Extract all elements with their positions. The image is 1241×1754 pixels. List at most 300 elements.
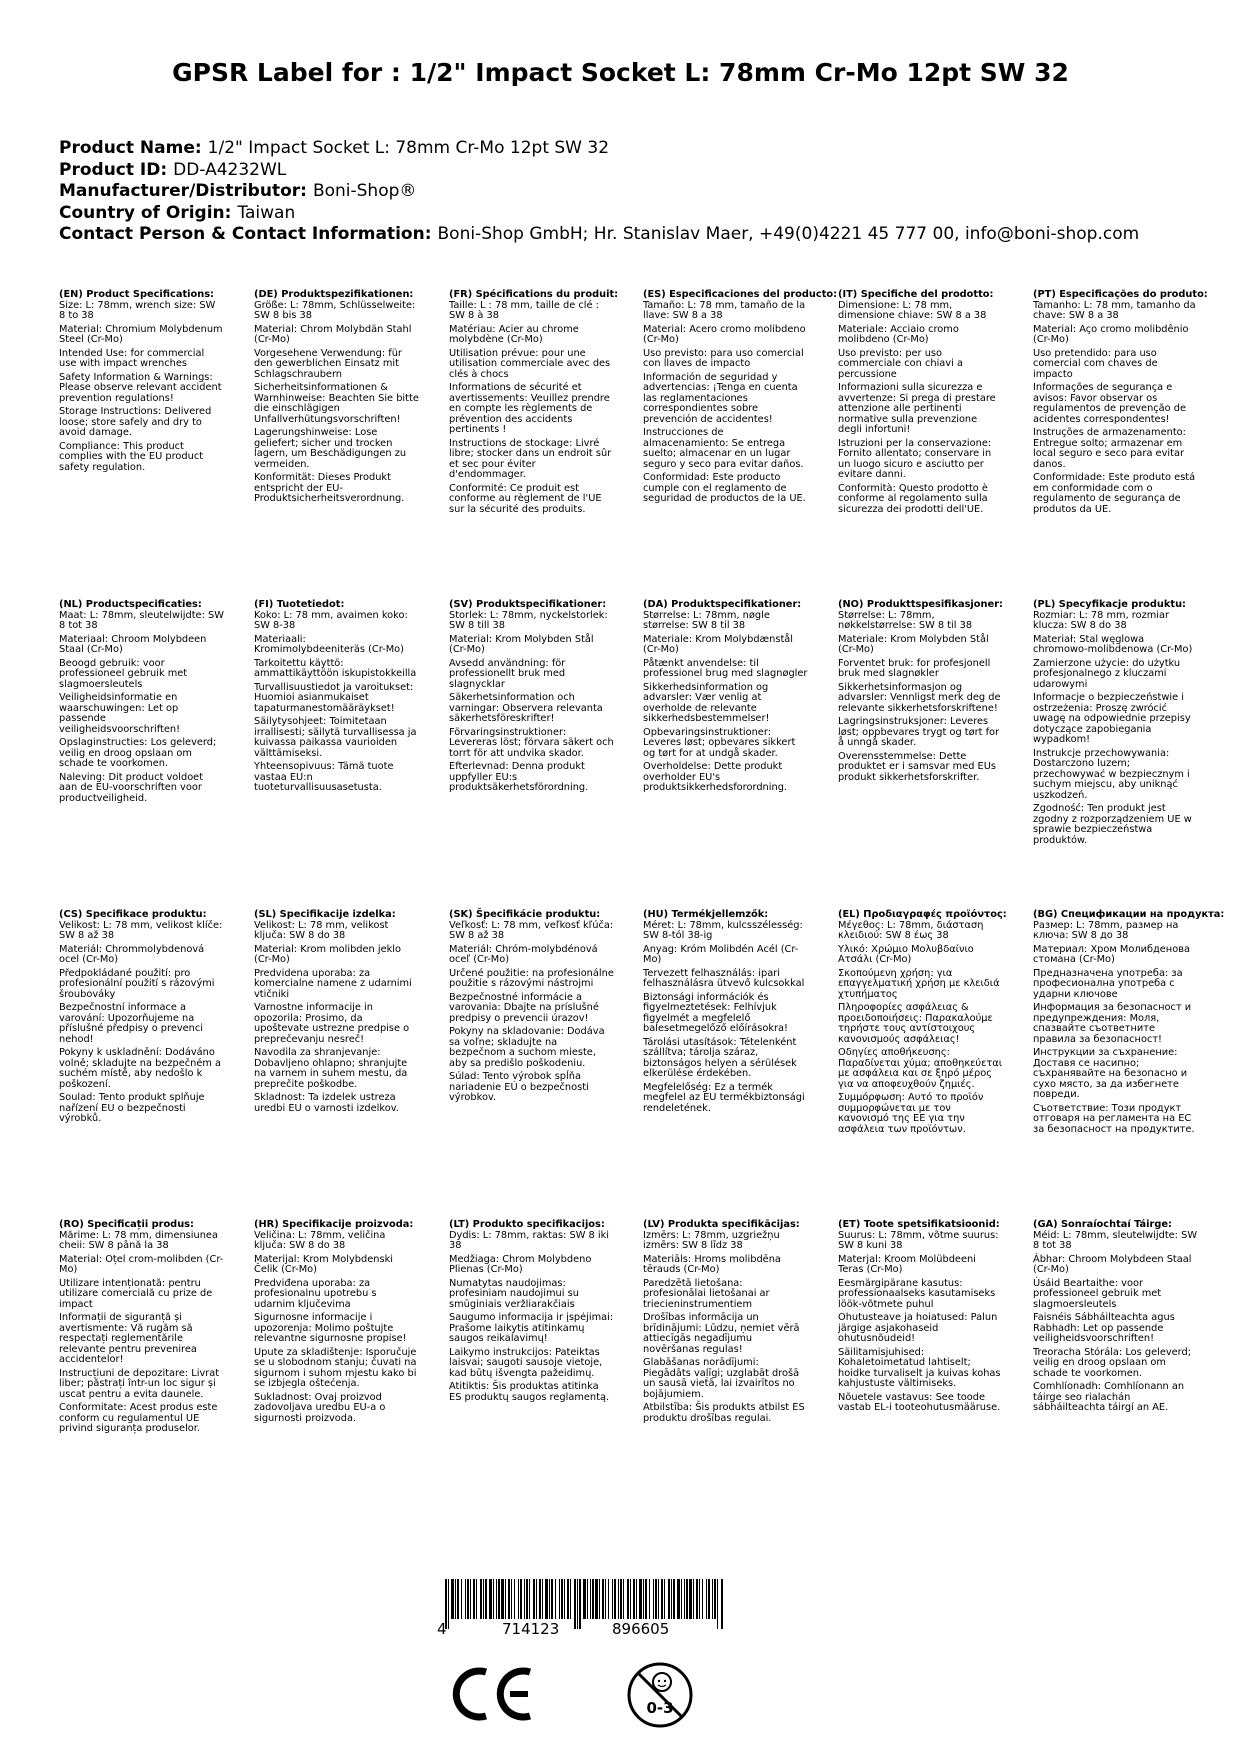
spec-line: Material: Krom molibden jeklo (Cr-Mo) [254,943,402,965]
spec-line: Tamanho: L: 78 mm, tamanho da chave: SW 8 a 38 [1033,299,1196,321]
spec-block [1033,1220,1198,1417]
barcode-bar [549,1579,550,1619]
spec-heading: (FR) Spécifications du produit: [449,289,619,300]
spec-line: Materijal: Krom Molybdenski Čelik (Cr-Mo) [254,1253,393,1275]
spec-heading: (BG) Спецификации на продукта: [1033,909,1225,920]
spec-block [838,290,1003,518]
spec-line: Informacje o bezpieczeństwie i ostrzeżenia: Proszę zwrócić uwagę na odpowiednie przepisy dotyczące zapobiegania wypadkom! [1033,692,1191,745]
spec-line: Předpokládané použití: pro profesionální použití s rázovými šroubováky [59,967,215,1000]
spec-line: Eesmärgipärane kasutus: professionaalseks kasutamiseks löök-võtmete puhul [838,1277,996,1310]
spec-line: Размер: L: 78mm, размер на ключа: SW 8 до 38 [1033,919,1179,941]
info-contact [59,224,1139,246]
spec-line: Bezpečnostní informace a varování: Upozorňujeme na příslušné předpisy o prevenci nehod! [59,1002,204,1045]
info-product-name [59,138,1139,160]
spec-line: Инструкции за съхранение: Доставя се насипно; съхранявайте на безопасно и сухо място, за да избегнете повреди. [1033,1047,1188,1100]
barcode-bar [526,1579,528,1619]
spec-line: Materiāls: Hroms molibdēna tērauds (Cr-Mo) [643,1253,781,1275]
spec-line: Úsáid Beartaithe: voor professioneel gebruik met slagmoersleutels [1033,1277,1162,1310]
barcode-bar [708,1579,710,1619]
spec-line: Zamierzone użycie: do użytku profesjonalnego z kluczami udarowymi [1033,657,1181,690]
info-label: Manufacturer/Distributor: [59,181,307,201]
barcode-bar [457,1579,459,1619]
barcode-bar [633,1579,635,1619]
barcode-bar [661,1579,663,1619]
info-label: Contact Person & Contact Information: [59,224,432,244]
spec-line: Sukladnost: Ovaj proizvod zadovoljava uredbu EU-a o sigurnosti proizvoda. [254,1391,386,1424]
info-value: Boni-Shop GmbH; Hr. Stanislav Maer, +49(0)4221 45 777 00, info@boni-shop.com [437,224,1140,244]
spec-heading: (NL) Productspecificaties: [59,599,202,610]
spec-line: Οδηγίες αποθήκευσης: Παραδίνεται χύμα; αποθηκεύεται με ασφάλεια και σε ξηρό μέρος για να αποφευχθούν ζημιές. [838,1047,1003,1090]
barcode-bar [567,1579,569,1619]
spec-line: Информация за безопасност и предупреждения: Моля, спазвайте съответните правила за безопасност! [1033,1002,1192,1045]
barcode-bar [496,1579,497,1619]
barcode-bar [618,1579,619,1619]
info-value: DD-A4232WL [173,159,287,180]
spec-line: Materiál: Chróm-molybdénová oceľ (Cr-Mo) [449,943,598,965]
spec-heading: (PL) Specyfikacje produktu: [1033,599,1186,610]
barcode-bar [551,1579,553,1619]
spec-line: Förvaringsinstruktioner: Levereras löst; förvara säkert och torrt för att undvika skador. [449,726,614,759]
spec-block [59,1220,224,1438]
spec-line: Atbilstība: Šis produkts atbilst ES produktu drošības regulai. [643,1402,805,1424]
barcode-bar [561,1579,563,1619]
spec-line: Materiale: Krom Molybdænstål (Cr-Mo) [643,633,794,655]
spec-block [1033,600,1198,849]
barcode-bar [455,1579,456,1619]
spec-block [449,1220,614,1406]
spec-block [59,290,224,476]
spec-line: Veličina: L: 78mm, veličina ključa: SW 8 do 38 [254,1229,386,1251]
spec-line: Instrucciones de almacenamiento: Se entrega suelto; almacenar en un lugar seguro y seco para evitar daños. [643,427,804,470]
info-value: Boni-Shop® [312,181,417,201]
page-title: GPSR Label for : 1/2" Impact Socket L: 78mm Cr-Mo 12pt SW 32 [172,58,1069,87]
spec-heading: (GA) Sonraíochtaí Táirge: [1033,1219,1172,1230]
spec-line: Safety Information & Warnings: Please observe relevant accident prevention regulations! [59,371,222,404]
spec-line: Drošības informācija un brīdinājumi: Lūdzu, ņemiet vērā attiecīgās negadījumu novēršanas regulas! [643,1312,800,1355]
barcode-bar [714,1579,716,1619]
barcode-bar [508,1579,510,1619]
spec-line: Материал: Хром Молибденова стомана (Cr-Mo) [1033,943,1190,965]
spec-block [643,289,838,508]
spec-line: Material: Oțel crom-molibden (Cr-Mo) [59,1253,224,1275]
barcode-bar [681,1579,682,1619]
spec-line: Utilizare intenționată: pentru utilizare comercială cu prize de impact [59,1277,213,1310]
barcode [433,1579,733,1629]
barcode-bar [451,1579,454,1619]
spec-line: Súlad: Tento výrobok spĺňa nariadenie EÚ o bezpečnosti výrobkov. [449,1071,589,1103]
spec-block [838,909,1007,1138]
spec-line: Faisnéis Sábháilteachta agus Rabhadh: Let op passende veiligheidsvoorschriften! [1033,1312,1175,1344]
barcode-bar [636,1579,637,1619]
spec-line: Συμμόρφωση: Αυτό το προϊόν συμμορφώνεται με τον κανονισμό της ΕΕ για την ασφάλεια των προϊόντων. [838,1092,984,1135]
barcode-bar [465,1579,466,1619]
barcode-bar [536,1579,537,1619]
barcode-bar [467,1579,469,1619]
spec-line: Beoogd gebruik: voor professioneel gebruik met slagmoersleutels [59,657,188,690]
spec-block [838,1220,1003,1417]
spec-heading: (CS) Specifikace produktu: [59,909,207,920]
spec-line: Säilitamisjuhised: Kohaletoimetatud lahtiselt; hoidke turvaliselt ja kuivas kohas kahjustuste vältimiseks. [838,1346,1001,1389]
spec-block [643,910,808,1117]
barcode-bar [564,1579,565,1619]
barcode-bar [592,1579,594,1619]
spec-line: Mărime: L: 78 mm, dimensiunea cheii: SW 8 până la 38 [59,1229,218,1251]
spec-block [1033,289,1208,518]
barcode-bar [498,1579,500,1619]
spec-line: Conformidade: Este produto está em conformidade com o regulamento de segurança de produtos da UE. [1033,472,1196,515]
spec-block [254,290,419,508]
spec-line: Bezpečnostné informácie a varovania: Dbajte na príslušné predpisy o prevencii úrazov! [449,991,599,1024]
barcode-bar [673,1579,675,1619]
spec-line: Materiaal: Chroom Molybdeen Staal (Cr-Mo) [59,633,207,655]
barcode-bar [524,1579,525,1619]
spec-line: Informazioni sulla sicurezza e avvertenze: Si prega di prestare attenzione alle pertinenti normative sulla prevenzione degli infortuni! [838,382,996,435]
spec-line: Medžiaga: Chrom Molybdeno Plienas (Cr-Mo) [449,1253,592,1275]
spec-line: Tárolási utasítások: Tételenként szállítva; tárolja száraz, biztonságos helyen a sérülések elkerülése érdekében. [643,1036,797,1079]
barcode-bar [520,1579,522,1619]
spec-block [449,289,619,518]
spec-heading: (PT) Especificações do produto: [1033,289,1208,300]
spec-line: Sigurnosne informacije i upozorenja: Molimo poštujte relevantne sigurnosne propise! [254,1312,407,1344]
barcode-bar [602,1579,604,1619]
barcode-digits-middle: 714123 [502,1620,560,1638]
barcode-bar [514,1579,515,1619]
spec-heading: (EL) Προδιαγραφές προϊόντος: [838,909,1007,920]
spec-line: Uso pretendido: para uso comercial com chaves de impacto [1033,347,1158,380]
spec-line: Material: Krom Molybden Stål (Cr-Mo) [449,633,594,655]
spec-line: Predvidena uporaba: za komercialne namene z udarnimi vtičniki [254,967,412,1000]
spec-heading: (DA) Produktspecifikationer: [643,599,802,610]
spec-line: Soulad: Tento produkt splňuje nařízení EU o bezpečnosti výrobků. [59,1092,205,1124]
spec-line: Instruções de armazenamento: Entregue solto; armazenar em local seguro e seco para evitar danos. [1033,427,1186,470]
spec-heading: (ET) Toote spetsifikatsioonid: [838,1219,1000,1230]
spec-line: Materiaali: Kromimolybdeeniteräs (Cr-Mo) [254,633,404,655]
spec-line: Påtænkt anvendelse: til professionel brug med slagnøgler [643,657,808,679]
barcode-bar [476,1579,477,1619]
barcode-bar [686,1579,688,1619]
spec-line: Biztonsági információk és figyelmeztetések: Felhívjuk figyelmét a megfelelő balesetmegelőző előírásokra! [643,991,788,1034]
barcode-bar [664,1579,665,1619]
spec-line: Ohutusteave ja hoiatused: Palun järgige asjakohaseid ohutusnõudeid! [838,1312,998,1344]
spec-line: Upute za skladištenje: Isporučuje se u slobodnom stanju; čuvati na sigurnom i suhom mjestu kako bi se izbjegla oštećenja. [254,1346,417,1389]
spec-heading: (HR) Specifikacije proizvoda: [254,1219,414,1230]
spec-line: Laikymo instrukcijos: Pateiktas laisvai; saugoti sausoje vietoje, kad būtų išvengta pažeidimų. [449,1346,603,1379]
spec-block [254,1220,419,1427]
spec-line: Yhteensopivuus: Tämä tuote vastaa EU:n tuoteturvallisuusasetusta. [254,761,394,793]
spec-line: Conformitate: Acest produs este conform cu regulamentul UE privind siguranța produselor. [59,1402,218,1434]
spec-line: Veiligheidsinformatie en waarschuwingen: Let op passende veiligheidsvoorschriften! [59,692,181,735]
spec-line: Naleving: Dit product voldoet aan de EU-voorschriften voor productveiligheid. [59,771,204,804]
barcode-bar [489,1579,492,1619]
barcode-bar [645,1579,647,1619]
spec-line: Saugumo informacija ir įspėjimai: Prašome laikytis atitinkamų saugos reikalavimų! [449,1312,614,1344]
barcode-bar [539,1579,541,1619]
spec-line: Sikkerhetsinformasjon og advarsler: Vennligst merk deg de relevante sikkerhetsforskriftene! [838,681,1001,714]
spec-line: Materiale: Krom Molybden Stål (Cr-Mo) [838,633,989,655]
spec-block [643,600,808,797]
spec-line: Velikost: L: 78 mm, velikost ključa: SW 8 do 38 [254,919,389,941]
info-label: Country of Origin: [59,202,232,223]
barcode-bar [448,1579,449,1629]
spec-line: Opbevaringsinstruktioner: Leveres løst; opbevares sikkert og tørt for at undgå skader. [643,726,796,759]
barcode-bar [605,1579,606,1619]
barcode-bar [649,1579,650,1619]
spec-heading: (SK) Špecifikácie produktu: [449,909,601,920]
spec-line: Comhlíonadh: Comhlíonann an táirge seo rialachán sábháilteachta táirgí an AE. [1033,1381,1185,1413]
spec-line: Material: Aço cromo molibdênio (Cr-Mo) [1033,323,1189,345]
barcode-digit-first: 4 [437,1620,447,1638]
spec-line: Lagringsinstruksjoner: Leveres løst; oppbevares trygt og tørt for å unngå skader. [838,716,1000,748]
barcode-bar [583,1579,586,1619]
info-product-id [59,160,1139,182]
barcode-bar [658,1579,659,1619]
spec-line: Maat: L: 78mm, sleutelwijdte: SW 8 tot 38 [59,609,224,631]
barcode-bar [627,1579,629,1619]
spec-line: Skladnost: Ta izdelek ustreza uredbi EU o varnosti izdelkov. [254,1092,399,1114]
barcode-bar [639,1579,642,1619]
barcode-bar [483,1579,484,1619]
spec-line: Varnostne informacije in opozorila: Prosimo, da upoštevate ustrezne predpise o preprečevanju nesreč! [254,1002,410,1045]
spec-line: Nõuetele vastavus: See toode vastab EL-i tooteohutusmääruse. [838,1391,1001,1413]
spec-line: Compliance: This product complies with the EU product safety regulation. [59,440,204,473]
barcode-bar [587,1579,588,1619]
info-value: 1/2" Impact Socket L: 78mm Cr-Mo 12pt SW 32 [207,138,610,158]
info-label: Product Name: [59,138,202,158]
spec-line: Μέγεθος: L: 78mm, διάσταση κλειδιού: SW 8 έως 38 [838,919,984,941]
spec-heading: (SV) Produktspecifikationer: [449,599,607,610]
barcode-bar [574,1579,576,1629]
barcode-bar [699,1579,700,1619]
barcode-bar [614,1579,616,1619]
spec-line: Utilisation prévue: pour une utilisation commerciale avec des clés à chocs [449,347,611,380]
barcode-bar [480,1579,482,1619]
barcode-bar [590,1579,591,1619]
barcode-bar [693,1579,694,1619]
barcode-bar [653,1579,654,1619]
barcode-bar [599,1579,600,1619]
spec-line: Υλικό: Χρώμιο Μολυβδαίνιο Ατσάλι (Cr-Mo) [838,943,974,965]
barcode-bar [470,1579,471,1619]
spec-line: Instrucțiuni de depozitare: Livrat liber; păstrați într-un loc sigur și uscat pentru a evita daunele. [59,1367,220,1400]
spec-line: Material: Acero cromo molibdeno (Cr-Mo) [643,323,806,345]
spec-line: Rozmiar: L: 78 mm, rozmiar klucza: SW 8 do 38 [1033,609,1170,631]
barcode-bar [579,1579,581,1629]
barcode-bar [702,1579,703,1619]
barcode-bar [712,1579,713,1619]
spec-line: Istruzioni per la conservazione: Fornito allentato; conservare in un luogo sicuro e asciutto per evitare danni. [838,437,992,480]
spec-line: Overholdelse: Dette produkt overholder EU's produktsikkerhedsforordning. [643,761,788,793]
spec-line: Suurus: L: 78mm, võtme suurus: SW 8 kuni 38 [838,1229,999,1251]
barcode-bar [559,1579,560,1619]
spec-line: Πληροφορίες ασφάλειας & προειδοποιήσεις: Παρακαλούμε τηρήστε τους αντίστοιχους κανονισμούς ασφάλειας! [838,1002,993,1045]
barcode-bar [511,1579,512,1619]
spec-line: Izmērs: L: 78mm, uzgriežņu izmērs: SW 8 līdz 38 [643,1229,780,1251]
spec-line: Taille: L : 78 mm, taille de clé : SW 8 à 38 [449,299,599,321]
spec-line: Vorgesehene Verwendung: für den gewerblichen Einsatz mit Schlagschraubern [254,347,402,380]
barcode-bar [717,1579,718,1629]
barcode-bar [706,1579,707,1619]
spec-line: Matériau: Acier au chrome molybdène (Cr-Mo) [449,323,579,345]
spec-line: Størrelse: L: 78mm, nøgle størrelse: SW 8 til 38 [643,609,770,631]
barcode-bar [620,1579,622,1619]
spec-line: Velikost: L: 78 mm, velikost klíče: SW 8 až 38 [59,919,223,941]
spec-line: Säkerhetsinformation och varningar: Observera relevanta säkerhetsföreskrifter! [449,692,603,724]
spec-line: Anyag: Króm Molibdén Acél (Cr-Mo) [643,943,799,965]
spec-line: Material: Chrom Molybdän Stahl (Cr-Mo) [254,323,412,345]
barcode-bar [493,1579,494,1619]
spec-line: Konformität: Dieses Produkt entspricht der EU-Produktsicherheitsverordnung. [254,472,405,504]
spec-heading: (EN) Product Specifications: [59,289,214,300]
spec-line: Určené použitie: na profesionálne použitie s rázovými nástrojmi [449,967,614,989]
spec-line: Σκοπούμενη χρήση: για επαγγελματική χρήση με κλειδιά χτυπήματος [838,967,1000,1000]
spec-block [643,1220,808,1427]
spec-line: Materjal: Kroom Molübdeeni Teras (Cr-Mo) [838,1253,976,1275]
spec-line: Storlek: L: 78mm, nyckelstorlek: SW 8 till 38 [449,609,608,631]
spec-line: Intended Use: for commercial use with impact wrenches [59,347,205,369]
spec-line: Ábhar: Chroom Molybdeen Staal (Cr-Mo) [1033,1253,1192,1275]
barcode-bar [505,1579,506,1619]
spec-line: Uso previsto: para uso comercial con llaves de impacto [643,347,804,369]
spec-line: Materiał: Stal węglowa chromowo-molibdenowa (Cr-Mo) [1033,633,1193,655]
spec-line: Materiale: Acciaio cromo molibdeno (Cr-Mo) [838,323,959,345]
spec-line: Atitiktis: Šis produktas atitinka ES produktų saugos reglamentą. [449,1381,610,1403]
spec-line: Uso previsto: per uso commerciale con chiavi a percussione [838,347,963,380]
spec-line: Sikkerhedsinformation og advarsler: Vær venlig at overholde de relevante sikkerhedsbestemmelser! [643,681,770,724]
spec-line: Size: L: 78mm, wrench size: SW 8 to 38 [59,299,216,321]
barcode-bar [612,1579,613,1619]
barcode-bar [671,1579,672,1619]
barcode-bar [668,1579,670,1619]
barcode-bar [696,1579,698,1619]
spec-heading: (SL) Specifikacije izdelka: [254,909,396,920]
barcode-bar [518,1579,519,1619]
age-label: 0-3 [646,1699,674,1717]
info-label: Product ID: [59,159,168,180]
spec-line: Paredzētā lietošana: profesionālai lietošanai ar triecieninstrumentiem [643,1277,770,1310]
barcode-bar [595,1579,598,1619]
spec-line: Conformità: Questo prodotto è conforme al regolamento sulla sicurezza dei prodotti dell'UE. [838,482,988,515]
barcode-bar [545,1579,548,1619]
spec-line: Tarkoitettu käyttö: ammattikäyttöön iskupistokkeilla [254,657,417,679]
barcode-bar [643,1579,644,1619]
spec-line: Dydis: L: 78mm, raktas: SW 8 iki 38 [449,1229,610,1251]
spec-line: Instructions de stockage: Livré libre; stocker dans un endroit sûr et sec pour éviter d'endommager. [449,437,612,480]
spec-block [254,600,419,797]
spec-line: Navodila za shranjevanje: Dobavljeno ohlapno; shranjujte na varnem in suhem mestu, da preprečite poškodbe. [254,1047,408,1090]
spec-line: Avsedd användning: för professionellt bruk med slagnycklar [449,657,566,690]
spec-block [254,910,419,1117]
barcode-bar [623,1579,624,1619]
spec-line: Zgodność: Ten produkt jest zgodny z rozporządzeniem UE w sprawie bezpieczeństwa produktów. [1033,803,1192,846]
spec-heading: (NO) Produkttspesifikasjoner: [838,599,1003,610]
spec-line: Predviđena uporaba: za profesionalnu upotrebu s udarnim ključevima [254,1277,377,1310]
spec-line: Numatytas naudojimas: profesiniam naudojimui su smūginiais veržliarakčiais [449,1277,579,1310]
barcode-bar [533,1579,535,1619]
spec-heading: (HU) Termékjellemzők: [643,909,769,920]
spec-line: Materiál: Chrommolybdenová ocel (Cr-Mo) [59,943,205,965]
spec-line: Conformité: Ce produit est conforme au règlement de l'UE sur la sécurité des produits. [449,482,602,515]
info-country [59,203,1139,225]
barcode-digits-last: 896605 [612,1620,670,1638]
spec-line: Opslaginstructies: Los geleverd; veilig en droog opslaan om schade te voorkomen. [59,737,217,769]
barcode-bar [689,1579,692,1619]
spec-line: Dimensione: L: 78 mm, dimensione chiave: SW 8 a 38 [838,299,987,321]
spec-line: Glabāšanas norādījumi: Piegādāts vaļīgi; uzglabāt drošā un sausā vietā, lai izvairītos no bojājumiem. [643,1357,800,1400]
info-value: Taiwan [237,202,296,223]
barcode-bar [721,1579,723,1629]
barcode-bar [630,1579,631,1619]
spec-line: Storage Instructions: Delivered loose; store safely and dry to avoid damage. [59,406,212,438]
spec-line: Informações de segurança e avisos: Favor observar os regulamentos de prevenção de acidentes correspondentes! [1033,382,1187,425]
spec-line: Méret: L: 78mm, kulcsszélesség: SW 8-tól 38-ig [643,919,803,941]
spec-line: Overensstemmelse: Dette produktet er i samsvar med EUs produkt sikkerhetsforskrifter. [838,750,997,783]
spec-line: Pokyny na skladovanie: Dodáva sa voľne; skladujte na bezpečnom a suchom mieste, aby sa predišlo poškodeniu. [449,1026,605,1069]
barcode-bar [608,1579,609,1619]
spec-line: Størrelse: L: 78mm, nøkkelstørrelse: SW 8 til 38 [838,609,973,631]
spec-line: Conformidad: Este producto cumple con el reglamento de seguridad de productos de la UE. [643,472,806,504]
spec-line: Tervezett felhasználás: ipari felhasználásra ütvevő kulcsokkal [643,967,805,989]
barcode-bar [485,1579,487,1619]
spec-block [59,600,224,807]
spec-line: Sicherheitsinformationen & Warnhinweise: Beachten Sie bitte die einschlägigen Unfallverhütungsvorschriften! [254,382,419,425]
barcode-bar [501,1579,504,1619]
spec-line: Säilytysohjeet: Toimitetaan irrallisesti; säilytä turvallisessa ja kuivassa paikassa vaurioiden välttämiseksi. [254,716,417,759]
barcode-bar [542,1579,543,1619]
spec-heading: (RO) Specificații produs: [59,1219,194,1230]
spec-line: Informații de siguranță și avertismente: Vă rugăm să respectați reglementările relevante pentru prevenirea accidentelor! [59,1312,197,1365]
spec-line: Lagerungshinweise: Lose geliefert; sicher und trocken lagern, um Beschädigungen zu vermeiden. [254,427,407,470]
not-for-children-0-3-icon [625,1660,695,1730]
spec-block [838,600,1003,786]
ce-mark-icon [452,1666,536,1722]
spec-line: Información de seguridad y advertencias: ¡Tenga en cuenta las reglamentaciones correspondientes sobre prevención de accidentes! [643,371,798,425]
spec-block [449,910,614,1107]
spec-block [449,600,614,797]
spec-line: Treoracha Stórála: Los geleverd; veilig en droog opslaan om schade te voorkomen. [1033,1346,1192,1379]
spec-line: Tamaño: L: 78 mm, tamaño de la llave: SW 8 a 38 [643,299,806,321]
spec-line: Informations de sécurité et avertissements: Veuillez prendre en compte les règlements de prévention des accidents pertinents ! [449,382,610,435]
barcode-bar [529,1579,530,1619]
barcode-bar [577,1579,578,1629]
barcode-bar [655,1579,657,1619]
product-info [59,138,1139,246]
spec-line: Pokyny k uskladnění: Dodáváno volně; skladujte na bezpečném a suchém místě, aby nedošlo k poškození. [59,1047,222,1090]
spec-line: Koko: L: 78 mm, avaimen koko: SW 8-38 [254,609,408,631]
spec-line: Material: Chromium Molybdenum Steel (Cr-Mo) [59,323,223,345]
spec-line: Megfelelőség: Ez a termék megfelel az EU termékbiztonsági rendeletének. [643,1081,805,1114]
spec-line: Turvallisuustiedot ja varoitukset: Huomioi asianmukaiset tapaturmanestomääräykset! [254,681,414,714]
spec-heading: (DE) Produktspezifikationen: [254,289,414,300]
spec-line: Forventet bruk: for profesjonell bruk med slagnøkler [838,657,991,679]
spec-line: Größe: L: 78mm, Schlüsselweite: SW 8 bis 38 [254,299,416,321]
spec-line: Efterlevnad: Denna produkt uppfyller EU:s produktsäkerhetsförordning. [449,761,589,793]
info-manufacturer [59,181,1139,203]
spec-line: Méid: L: 78mm, sleutelwijdte: SW 8 tot 38 [1033,1229,1198,1251]
barcode-bar [684,1579,685,1619]
spec-heading: (LV) Produkta specifikācijas: [643,1219,800,1230]
spec-block [1033,909,1225,1138]
barcode-bar [570,1579,571,1619]
spec-heading: (ES) Especificaciones del producto: [643,289,838,300]
spec-heading: (IT) Specifiche del prodotto: [838,289,994,300]
spec-line: Veľkosť: L: 78 mm, veľkosť kľúča: SW 8 až 38 [449,919,614,941]
spec-heading: (LT) Produkto specifikacijos: [449,1219,605,1230]
barcode-bar [555,1579,556,1619]
spec-heading: (FI) Tuotetiedot: [254,599,345,610]
spec-line: Instrukcje przechowywania: Dostarczono luzem; przechowywać w bezpiecznym i suchym miejscu, aby uniknąć uszkodzeń. [1033,747,1190,801]
spec-line: Съответствие: Този продукт отговаря на регламента на ЕС за безопасност на продуктите. [1033,1102,1195,1135]
barcode-bar [473,1579,475,1619]
